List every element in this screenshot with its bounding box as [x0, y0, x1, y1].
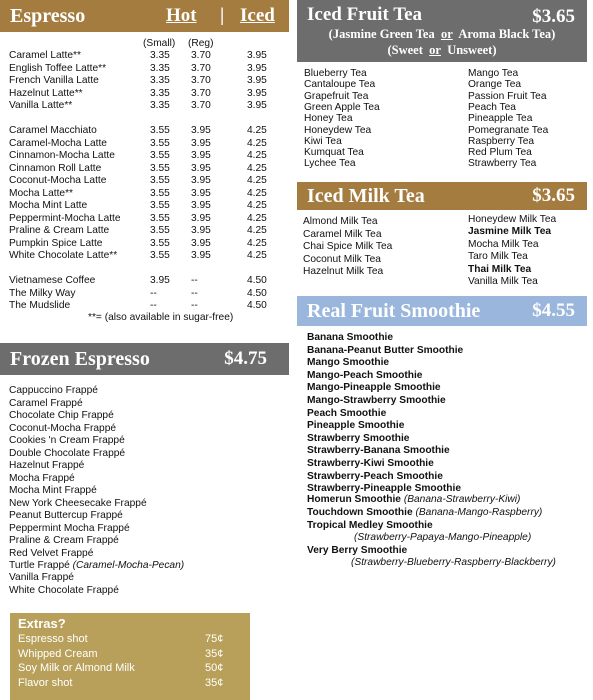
espresso-row: [9, 300, 289, 313]
regular-size-label: (Reg): [188, 38, 214, 49]
smoothie-touchdown: [307, 507, 542, 520]
price-iced: 4.25: [247, 125, 267, 136]
smoothie-homerun-name: Homerun Smoothie: [307, 494, 401, 505]
espresso-row: [9, 250, 289, 263]
extra-price: 35¢: [205, 647, 224, 660]
smoothie-item: Mango-Strawberry Smoothie: [307, 395, 446, 406]
smoothie-homerun-desc: (Banana-Strawberry-Kiwi): [403, 494, 521, 505]
drink-name: Cinnamon Roll Latte: [9, 162, 102, 174]
price-small: 3.35: [150, 87, 170, 99]
list-item: Hazelnut Milk Tea: [303, 266, 384, 278]
smoothie-very-berry-desc: (Strawberry-Blueberry-Raspberry-Blackberry): [351, 557, 556, 568]
espresso-title: Espresso: [10, 4, 86, 27]
list-item: Mocha Milk Tea: [468, 238, 539, 250]
price-iced: 4.50: [247, 300, 267, 311]
list-item: Mango Tea: [468, 68, 519, 79]
smoothie-very-berry: [307, 545, 407, 558]
list-item: Pineapple Tea: [468, 113, 533, 125]
list-item: Kiwi Tea: [304, 135, 342, 147]
list-item: Cookies 'n Cream Frappé: [9, 435, 125, 446]
espresso-row: [9, 163, 289, 176]
list-item: Praline & Cream Frappé: [9, 535, 119, 546]
price-regular: 3.95: [191, 212, 211, 224]
price-regular: --: [191, 287, 198, 299]
extra-price: 35¢: [205, 676, 224, 689]
smoothie-homerun: [307, 494, 520, 507]
price-regular: --: [191, 300, 198, 311]
list-item: New York Cheesecake Frappé: [9, 497, 147, 509]
iced-label: Iced: [240, 5, 275, 26]
smoothie-tropical: [307, 520, 433, 533]
frozen-turtle-name: Turtle Frappé: [9, 560, 70, 571]
extra-name: Espresso shot: [18, 633, 88, 645]
list-item: Hazelnut Frappé: [9, 460, 85, 471]
list-item: Thai Milk Tea: [468, 263, 532, 275]
smoothie-tropical-desc: (Strawberry-Papaya-Mango-Pineapple): [354, 532, 532, 543]
list-item: Mocha Frappé: [9, 472, 75, 484]
list-item: Vanilla Milk Tea: [468, 276, 538, 287]
espresso-row: [9, 213, 289, 226]
tea-base-jasmine: (Jasmine Green Tea: [328, 27, 435, 41]
price-iced: 3.95: [247, 100, 267, 111]
list-item: Peanut Buttercup Frappé: [9, 510, 123, 521]
price-iced: 4.25: [247, 225, 267, 236]
extra-price: 50¢: [205, 662, 224, 674]
drink-name: Praline & Cream Latte: [9, 225, 110, 236]
price-iced: 4.25: [247, 187, 267, 199]
sweetness-options: [297, 43, 587, 58]
list-item: Grapefruit Tea: [304, 90, 369, 102]
list-item: Honeydew Tea: [304, 124, 372, 136]
smoothie-item: Pineapple Smoothie: [307, 420, 405, 432]
smoothie-title: Real Fruit Smoothie: [307, 299, 481, 322]
price-small: --: [150, 300, 157, 311]
tea-base-options: [297, 27, 587, 42]
espresso-row: [9, 188, 289, 201]
hot-label: Hot: [166, 5, 197, 26]
list-item: Kumquat Tea: [304, 147, 364, 159]
list-item: White Chocolate Frappé: [9, 584, 119, 596]
espresso-row: [9, 238, 289, 251]
drink-name: Mocha Mint Latte: [9, 200, 88, 211]
iced-milk-tea-header: [297, 182, 587, 210]
espresso-row: [9, 138, 289, 151]
drink-name: Caramel-Mocha Latte: [9, 137, 107, 149]
price-regular: 3.95: [191, 150, 211, 161]
price-regular: 3.70: [191, 75, 211, 86]
sweet-option: (Sweet: [387, 43, 423, 57]
drink-name: English Toffee Latte**: [9, 62, 107, 74]
price-iced: 4.25: [247, 162, 267, 174]
list-item: Peach Tea: [468, 101, 516, 113]
price-iced: 3.95: [247, 87, 267, 99]
drink-name: Caramel Macchiato: [9, 125, 97, 136]
frozen-turtle: [9, 560, 184, 571]
price-small: --: [150, 287, 157, 299]
small-size-label: (Small): [143, 38, 176, 49]
price-small: 3.35: [150, 100, 170, 111]
espresso-row: [9, 275, 289, 288]
price-regular: 3.95: [191, 162, 211, 174]
extras-row: [18, 677, 228, 690]
header-separator: |: [220, 5, 225, 26]
list-item: Orange Tea: [468, 79, 522, 91]
drink-name: Caramel Latte**: [9, 50, 81, 61]
extras-title: Extras?: [18, 616, 66, 631]
espresso-row: [9, 225, 289, 238]
list-item: Vanilla Frappé: [9, 572, 74, 583]
smoothie-item: Banana Smoothie: [307, 332, 394, 343]
extras-row: [18, 633, 228, 646]
iced-milk-tea-price: $3.65: [532, 185, 575, 206]
list-item: Lychee Tea: [304, 158, 356, 170]
price-small: 3.35: [150, 75, 170, 86]
smoothie-item: Strawberry-Kiwi Smoothie: [307, 458, 434, 469]
price-regular: 3.70: [191, 62, 211, 74]
price-iced: 4.50: [247, 287, 267, 299]
price-iced: 4.25: [247, 200, 267, 211]
espresso-row: [9, 288, 289, 301]
drink-name: The Mudslide: [9, 300, 71, 311]
extra-name: Flavor shot: [18, 676, 73, 689]
list-item: Coconut-Mocha Frappé: [9, 422, 117, 434]
price-small: 3.55: [150, 137, 170, 149]
list-item: Red Velvet Frappé: [9, 547, 94, 559]
espresso-row: [9, 75, 289, 88]
price-regular: --: [191, 275, 198, 286]
price-regular: 3.70: [191, 100, 211, 111]
price-iced: 4.25: [247, 250, 267, 261]
smoothie-very-berry-name: Very Berry Smoothie: [307, 545, 408, 556]
drink-name: Vanilla Latte**: [9, 100, 73, 111]
list-item: Pomegranate Tea: [468, 124, 549, 136]
drink-name: Mocha Latte**: [9, 187, 73, 199]
espresso-row: [9, 50, 289, 63]
list-item: Caramel Frappé: [9, 397, 83, 409]
frozen-espresso-price: $4.75: [224, 348, 267, 369]
list-item: Caramel Milk Tea: [303, 228, 382, 240]
smoothie-header: [297, 296, 587, 326]
smoothie-item: Peach Smoothie: [307, 407, 387, 419]
smoothie-item: Mango-Pineapple Smoothie: [307, 382, 441, 394]
price-regular: 3.95: [191, 225, 211, 236]
iced-fruit-tea-price: $3.65: [532, 6, 575, 27]
frozen-turtle-desc: (Caramel-Mocha-Pecan): [72, 560, 185, 571]
list-item: Honeydew Milk Tea: [468, 214, 557, 225]
extra-name: Soy Milk or Almond Milk: [18, 662, 135, 674]
price-iced: 3.95: [247, 50, 267, 61]
extras-row: [18, 648, 228, 661]
price-iced: 4.25: [247, 175, 267, 186]
drink-name: Peppermint-Mocha Latte: [9, 212, 121, 224]
smoothie-item: Strawberry-Peach Smoothie: [307, 470, 443, 482]
price-small: 3.55: [150, 212, 170, 224]
sweetness-or: or: [429, 43, 441, 57]
list-item: Chocolate Chip Frappé: [9, 410, 114, 421]
smoothie-item: Mango Smoothie: [307, 357, 390, 369]
smoothie-touchdown-desc: (Banana-Mango-Raspberry): [415, 507, 543, 518]
smoothie-item: Banana-Peanut Butter Smoothie: [307, 344, 464, 356]
drink-name: Vietnamese Coffee: [9, 275, 96, 286]
price-small: 3.55: [150, 125, 170, 136]
espresso-row: [9, 175, 289, 188]
price-small: 3.55: [150, 200, 170, 211]
list-item: Raspberry Tea: [468, 135, 535, 147]
list-item: Red Plum Tea: [468, 147, 532, 159]
price-iced: 3.95: [247, 62, 267, 74]
espresso-row: [9, 88, 289, 101]
espresso-row: [9, 100, 289, 113]
price-small: 3.55: [150, 250, 170, 261]
smoothie-touchdown-name: Touchdown Smoothie: [307, 507, 413, 518]
list-item: Cappuccino Frappé: [9, 385, 98, 396]
price-small: 3.55: [150, 225, 170, 236]
price-iced: 4.25: [247, 137, 267, 149]
price-regular: 3.95: [191, 125, 211, 136]
price-regular: 3.95: [191, 237, 211, 249]
iced-fruit-tea-title: Iced Fruit Tea: [307, 4, 423, 25]
price-small: 3.55: [150, 175, 170, 186]
smoothie-item: Mango-Peach Smoothie: [307, 369, 423, 381]
smoothie-item: Strawberry-Banana Smoothie: [307, 445, 450, 457]
list-item: Honey Tea: [304, 113, 353, 125]
espresso-row: [9, 125, 289, 138]
list-item: Peppermint Mocha Frappé: [9, 522, 130, 534]
drink-name: Pumpkin Spice Latte: [9, 237, 103, 249]
extras-row: [18, 662, 228, 675]
sugar-free-note: **= (also available in sugar-free): [88, 312, 234, 323]
drink-name: The Milky Way: [9, 287, 76, 299]
list-item: Almond Milk Tea: [303, 216, 378, 227]
extra-name: Whipped Cream: [18, 647, 98, 660]
price-regular: 3.95: [191, 250, 211, 261]
price-iced: 3.95: [247, 75, 267, 86]
espresso-row: [9, 200, 289, 213]
extra-price: 75¢: [205, 633, 224, 645]
list-item: Coconut Milk Tea: [303, 253, 381, 265]
list-item: Passion Fruit Tea: [468, 90, 547, 102]
list-item: Jasmine Milk Tea: [468, 226, 552, 238]
frozen-espresso-header: [0, 343, 289, 375]
list-item: Chai Spice Milk Tea: [303, 241, 393, 253]
price-small: 3.35: [150, 62, 170, 74]
drink-name: White Chocolate Latte**: [9, 250, 118, 261]
price-small: 3.35: [150, 50, 170, 61]
list-item: Strawberry Tea: [468, 158, 537, 170]
tea-base-black: Aroma Black Tea): [458, 27, 556, 41]
list-item: Cantaloupe Tea: [304, 79, 376, 91]
price-small: 3.55: [150, 187, 170, 199]
price-small: 3.55: [150, 150, 170, 161]
price-small: 3.95: [150, 275, 170, 286]
smoothie-price: $4.55: [532, 300, 575, 321]
espresso-header: [0, 0, 289, 32]
price-iced: 4.25: [247, 150, 267, 161]
drink-name: Hazelnut Latte**: [9, 87, 83, 99]
price-iced: 4.50: [247, 275, 267, 286]
list-item: Taro Milk Tea: [468, 251, 528, 263]
price-iced: 4.25: [247, 212, 267, 224]
price-regular: 3.95: [191, 187, 211, 199]
drink-name: Cinnamon-Mocha Latte: [9, 150, 115, 161]
tea-base-or: or: [440, 27, 453, 41]
smoothie-item: Strawberry Smoothie: [307, 432, 410, 444]
list-item: Blueberry Tea: [304, 68, 367, 79]
espresso-row: [9, 150, 289, 163]
frozen-espresso-title: Frozen Espresso: [10, 347, 150, 370]
drink-name: Coconut-Mocha Latte: [9, 175, 107, 186]
iced-fruit-tea-header: [297, 0, 587, 62]
price-small: 3.55: [150, 162, 170, 174]
smoothie-item: Strawberry-Pineapple Smoothie: [307, 483, 461, 495]
price-regular: 3.95: [191, 137, 211, 149]
price-regular: 3.70: [191, 87, 211, 99]
list-item: Green Apple Tea: [304, 101, 380, 113]
price-regular: 3.95: [191, 200, 211, 211]
list-item: Double Chocolate Frappé: [9, 447, 126, 459]
unsweet-option: Unsweet): [447, 43, 497, 57]
list-item: Mocha Mint Frappé: [9, 485, 97, 496]
price-regular: 3.70: [191, 50, 211, 61]
espresso-row: [9, 63, 289, 76]
extras-box: [10, 613, 250, 700]
drink-name: French Vanilla Latte: [9, 75, 99, 86]
smoothie-tropical-name: Tropical Medley Smoothie: [307, 520, 433, 531]
price-regular: 3.95: [191, 175, 211, 186]
iced-milk-tea-title: Iced Milk Tea: [307, 184, 425, 207]
price-iced: 4.25: [247, 237, 267, 249]
price-small: 3.55: [150, 237, 170, 249]
